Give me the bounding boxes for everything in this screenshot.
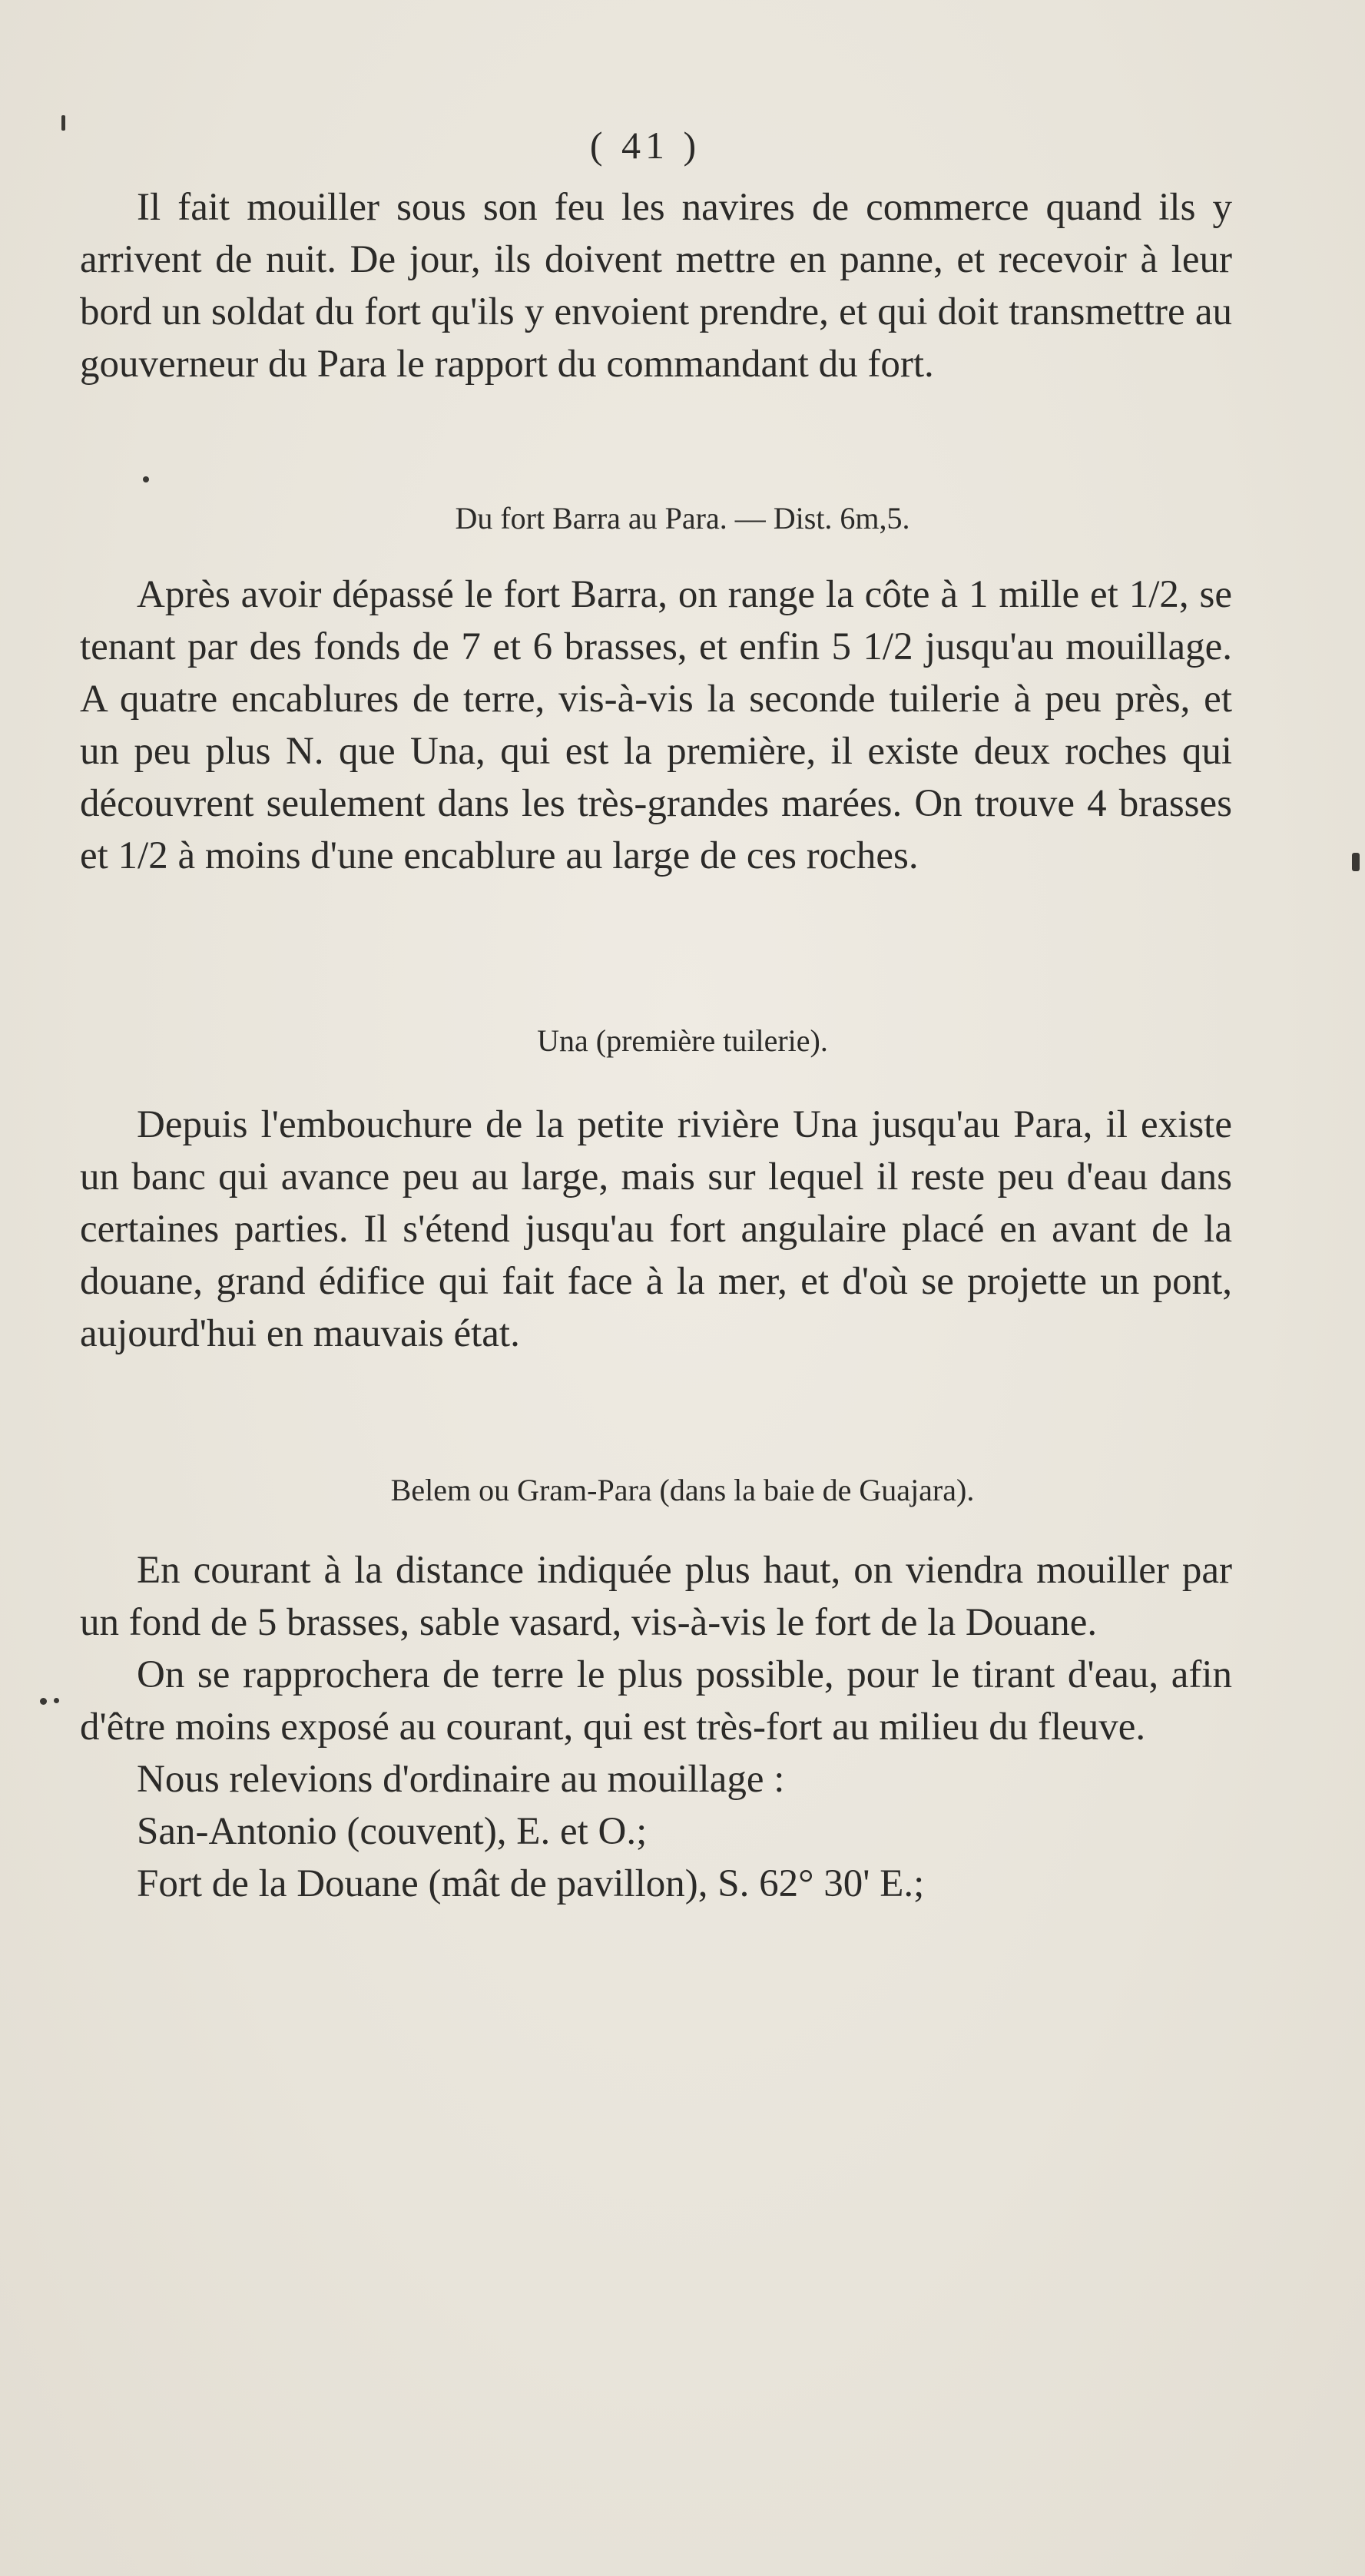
section-heading-una: Una (première tuilerie).: [537, 1023, 828, 1058]
scan-speck: [143, 476, 149, 482]
scan-speck: [61, 115, 65, 131]
section2-paragraph: Depuis l'embouchure de la petite rivière Una jusqu'au Para, il existe un banc qui avance peu au large, mais sur lequel il reste peu d'eau dans certaines parties. Il s'étend jusqu'au fort angulaire placé en avant de la douane, grand édifice qui fait face à la mer, et d'où se projette un pont, aujourd'hui en mauvais état.: [80, 1103, 1232, 1355]
intro-paragraph: Il fait mouiller sous son feu les navires de commerce quand ils y arrivent de nuit. De jour, ils doivent mettre en panne, et recevoir à leur bord un soldat du fort qu'ils y envoient prendre, et qui doit transmettre au gouverneur du Para le rapport du commandant du fort.: [80, 186, 1232, 386]
bearing-san-antonio: San-Antonio (couvent), E. et O.;: [137, 1810, 648, 1853]
section3-paragraph-2: On se rapprochera de terre le plus possible, pour le tirant d'eau, afin d'être moins exposé au courant, qui est très-fort au milieu du fleuve.: [80, 1653, 1232, 1749]
scan-speck: [54, 1698, 59, 1703]
bearing-fort-douane: Fort de la Douane (mât de pavillon), S. 62° 30' E.;: [137, 1862, 925, 1905]
section1-paragraph: Après avoir dépassé le fort Barra, on range la côte à 1 mille et 1/2, se tenant par des fonds de 7 et 6 brasses, et enfin 5 1/2 jusqu'au mouillage. A quatre encablures de terre, vis-à-vis la seconde tuilerie à peu près, et un peu plus N. que Una, qui est la première, il existe deux roches qui découvrent seulement dans les très-grandes marées. On trouve 4 brasses et 1/2 à moins d'une encablure au large de ces roches.: [80, 573, 1232, 877]
section-heading-belem: Belem ou Gram-Para (dans la baie de Guajara).: [390, 1473, 975, 1507]
intro-paragraph-block: [80, 181, 1232, 390]
section3-paragraph-1: En courant à la distance indiquée plus haut, on viendra mouiller par un fond de 5 brasses, sable vasard, vis-à-vis le fort de la Douane.: [80, 1549, 1232, 1644]
section3-paragraph-3: Nous relevions d'ordinaire au mouillage :: [137, 1758, 785, 1801]
scan-speck: [40, 1698, 47, 1705]
section-heading-fort-barra: Du fort Barra au Para. — Dist. 6m,5.: [455, 501, 910, 535]
page-number: ( 41 ): [589, 124, 701, 167]
section2-block: [80, 1099, 1232, 1360]
section1-block: [80, 569, 1232, 882]
scan-speck: [1352, 853, 1360, 871]
section3-block: [80, 1544, 1232, 1910]
